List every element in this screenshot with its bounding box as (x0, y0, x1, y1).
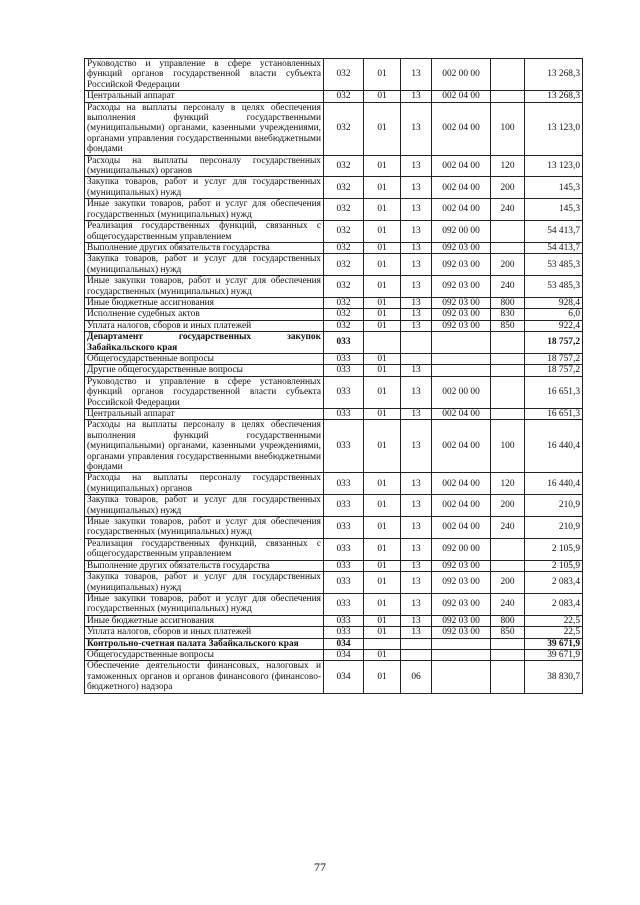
row-amount: 39 671,9 (525, 638, 583, 649)
row-target-article-code: 092 03 00 (432, 593, 491, 615)
row-subsection-code: 13 (401, 365, 432, 376)
row-section-code: 01 (364, 91, 401, 102)
row-subsection-code: 13 (401, 627, 432, 638)
row-target-article-code: 092 03 00 (432, 615, 491, 626)
row-expense-type-code (491, 91, 525, 102)
table-row (85, 376, 583, 408)
row-subsection-code: 13 (401, 221, 432, 243)
row-expense-type-code: 830 (491, 309, 525, 320)
row-target-article-code: 092 00 00 (432, 538, 491, 560)
row-subsection-code: 13 (401, 309, 432, 320)
row-admin-code: 032 (324, 155, 364, 177)
row-target-article-code: 092 00 00 (432, 221, 491, 243)
row-expense-type-code: 800 (491, 297, 525, 308)
row-amount: 54 413,7 (525, 221, 583, 243)
row-admin-code: 034 (324, 638, 364, 649)
row-target-article-code: 092 03 00 (432, 560, 491, 571)
row-target-article-code: 002 04 00 (432, 420, 491, 473)
row-target-article-code (432, 638, 491, 649)
row-section-code: 01 (364, 309, 401, 320)
row-admin-code: 033 (324, 495, 364, 517)
row-admin-code: 032 (324, 221, 364, 243)
row-subsection-code: 13 (401, 91, 432, 102)
row-name: Уплата налогов, сборов и иных платежей (85, 627, 324, 638)
row-target-article-code: 002 04 00 (432, 102, 491, 155)
row-subsection-code: 13 (401, 320, 432, 331)
row-subsection-code (401, 638, 432, 649)
row-section-code: 01 (364, 353, 401, 364)
row-target-article-code: 092 03 00 (432, 254, 491, 276)
table-row (85, 661, 583, 693)
table-row (85, 91, 583, 102)
row-subsection-code: 13 (401, 276, 432, 298)
row-amount: 922,4 (525, 320, 583, 331)
row-admin-code: 033 (324, 353, 364, 364)
table-row (85, 538, 583, 560)
row-subsection-code (401, 649, 432, 660)
row-name: Иные закупки товаров, работ и услуг для обеспечения государственных (муниципальных) нужд (85, 199, 324, 221)
row-admin-code: 033 (324, 627, 364, 638)
row-expense-type-code: 240 (491, 517, 525, 539)
row-name: Расходы на выплаты персоналу государственных (муниципальных) органов (85, 155, 324, 177)
row-amount: 2 105,9 (525, 538, 583, 560)
row-amount: 18 757,2 (525, 332, 583, 354)
row-amount: 16 440,4 (525, 473, 583, 495)
row-section-code: 01 (364, 517, 401, 539)
row-amount: 2 083,4 (525, 593, 583, 615)
row-section-code: 01 (364, 615, 401, 626)
table-row (85, 242, 583, 253)
row-section-code: 01 (364, 254, 401, 276)
row-expense-type-code: 200 (491, 177, 525, 199)
row-target-article-code: 002 04 00 (432, 199, 491, 221)
row-subsection-code: 13 (401, 473, 432, 495)
row-name: Центральный аппарат (85, 91, 324, 102)
row-section-code: 01 (364, 376, 401, 408)
row-subsection-code: 13 (401, 297, 432, 308)
row-target-article-code: 092 03 00 (432, 276, 491, 298)
table-row (85, 177, 583, 199)
row-section-code: 01 (364, 320, 401, 331)
row-expense-type-code (491, 560, 525, 571)
table-row (85, 409, 583, 420)
row-section-code: 01 (364, 572, 401, 594)
table-row (85, 572, 583, 594)
row-section-code: 01 (364, 155, 401, 177)
row-admin-code: 033 (324, 517, 364, 539)
row-expense-type-code (491, 59, 525, 91)
row-admin-code: 034 (324, 661, 364, 693)
row-expense-type-code (491, 538, 525, 560)
row-name: Реализация государственных функций, связанных с общегосударственным управлением (85, 221, 324, 243)
row-subsection-code: 13 (401, 155, 432, 177)
row-subsection-code: 13 (401, 254, 432, 276)
row-name: Иные бюджетные ассигнования (85, 297, 324, 308)
table-row (85, 199, 583, 221)
row-name: Департамент государственных закупок Забайкальского края (85, 332, 324, 354)
row-admin-code: 032 (324, 309, 364, 320)
row-amount: 22,5 (525, 627, 583, 638)
row-amount: 13 268,3 (525, 91, 583, 102)
row-amount: 54 413,7 (525, 242, 583, 253)
row-section-code: 01 (364, 102, 401, 155)
row-expense-type-code: 100 (491, 102, 525, 155)
row-section-code: 01 (364, 199, 401, 221)
row-section-code (364, 638, 401, 649)
row-name: Реализация государственных функций, связанных с общегосударственным управлением (85, 538, 324, 560)
row-amount: 38 830,7 (525, 661, 583, 693)
row-subsection-code: 13 (401, 420, 432, 473)
budget-table-body (85, 59, 583, 694)
row-name: Закупка товаров, работ и услуг для государственных (муниципальных) нужд (85, 572, 324, 594)
row-target-article-code (432, 353, 491, 364)
row-name: Другие общегосударственные вопросы (85, 365, 324, 376)
table-row (85, 59, 583, 91)
row-admin-code: 032 (324, 297, 364, 308)
row-expense-type-code (491, 638, 525, 649)
row-target-article-code: 092 03 00 (432, 627, 491, 638)
table-row (85, 495, 583, 517)
row-section-code: 01 (364, 473, 401, 495)
row-section-code: 01 (364, 495, 401, 517)
row-target-article-code: 002 04 00 (432, 517, 491, 539)
row-amount: 210,9 (525, 495, 583, 517)
row-section-code: 01 (364, 560, 401, 571)
row-name: Уплата налогов, сборов и иных платежей (85, 320, 324, 331)
row-target-article-code: 002 00 00 (432, 59, 491, 91)
row-target-article-code: 092 03 00 (432, 320, 491, 331)
row-subsection-code: 13 (401, 495, 432, 517)
row-target-article-code: 002 04 00 (432, 155, 491, 177)
row-admin-code: 032 (324, 254, 364, 276)
row-amount: 53 485,3 (525, 254, 583, 276)
table-row (85, 517, 583, 539)
row-target-article-code (432, 332, 491, 354)
row-section-code: 01 (364, 409, 401, 420)
row-name: Руководство и управление в сфере установленных функций органов государственной власти субъекта Российской Федерации (85, 59, 324, 91)
row-section-code: 01 (364, 177, 401, 199)
row-name: Иные закупки товаров, работ и услуг для обеспечения государственных (муниципальных) нужд (85, 276, 324, 298)
row-name: Исполнение судебных актов (85, 309, 324, 320)
row-subsection-code (401, 332, 432, 354)
row-section-code: 01 (364, 297, 401, 308)
row-name: Иные закупки товаров, работ и услуг для обеспечения государственных (муниципальных) нужд (85, 517, 324, 539)
row-subsection-code: 13 (401, 102, 432, 155)
row-name: Закупка товаров, работ и услуг для государственных (муниципальных) нужд (85, 495, 324, 517)
table-row (85, 638, 583, 649)
row-subsection-code: 13 (401, 560, 432, 571)
row-amount: 39 671,9 (525, 649, 583, 660)
row-subsection-code: 13 (401, 376, 432, 408)
row-amount: 18 757,2 (525, 365, 583, 376)
row-expense-type-code (491, 242, 525, 253)
row-amount: 145,3 (525, 177, 583, 199)
row-section-code: 01 (364, 221, 401, 243)
row-subsection-code: 13 (401, 177, 432, 199)
row-admin-code: 032 (324, 91, 364, 102)
row-target-article-code: 002 04 00 (432, 409, 491, 420)
row-section-code: 01 (364, 59, 401, 91)
row-expense-type-code: 120 (491, 155, 525, 177)
row-amount: 928,4 (525, 297, 583, 308)
row-target-article-code: 092 03 00 (432, 309, 491, 320)
row-target-article-code: 002 04 00 (432, 177, 491, 199)
row-amount: 22,5 (525, 615, 583, 626)
row-expense-type-code: 200 (491, 572, 525, 594)
row-subsection-code: 13 (401, 59, 432, 91)
row-subsection-code: 13 (401, 409, 432, 420)
row-subsection-code: 13 (401, 242, 432, 253)
row-name: Контрольно-счетная палата Забайкальского края (85, 638, 324, 649)
row-admin-code: 033 (324, 572, 364, 594)
row-name: Иные закупки товаров, работ и услуг для обеспечения государственных (муниципальных) нужд (85, 593, 324, 615)
row-amount: 6,0 (525, 309, 583, 320)
row-amount: 16 651,3 (525, 376, 583, 408)
budget-table (84, 58, 583, 694)
table-row (85, 615, 583, 626)
row-name: Центральный аппарат (85, 409, 324, 420)
row-admin-code: 033 (324, 593, 364, 615)
table-row (85, 560, 583, 571)
row-section-code: 01 (364, 365, 401, 376)
row-admin-code: 033 (324, 560, 364, 571)
row-target-article-code: 002 00 00 (432, 376, 491, 408)
row-section-code: 01 (364, 661, 401, 693)
row-amount: 210,9 (525, 517, 583, 539)
table-row (85, 320, 583, 331)
row-admin-code: 032 (324, 177, 364, 199)
row-target-article-code: 002 04 00 (432, 91, 491, 102)
table-row (85, 254, 583, 276)
row-amount: 53 485,3 (525, 276, 583, 298)
row-admin-code: 033 (324, 365, 364, 376)
table-row (85, 365, 583, 376)
row-target-article-code: 092 03 00 (432, 297, 491, 308)
table-row (85, 309, 583, 320)
row-section-code: 01 (364, 627, 401, 638)
row-target-article-code: 092 03 00 (432, 572, 491, 594)
row-subsection-code: 13 (401, 538, 432, 560)
table-row (85, 102, 583, 155)
row-target-article-code (432, 649, 491, 660)
row-subsection-code: 13 (401, 199, 432, 221)
row-expense-type-code: 240 (491, 593, 525, 615)
row-name: Выполнение других обязательств государства (85, 242, 324, 253)
row-name: Общегосударственные вопросы (85, 353, 324, 364)
row-amount: 2 083,4 (525, 572, 583, 594)
row-name: Руководство и управление в сфере установленных функций органов государственной власти субъекта Российской Федерации (85, 376, 324, 408)
row-name: Общегосударственные вопросы (85, 649, 324, 660)
table-row (85, 353, 583, 364)
row-expense-type-code (491, 661, 525, 693)
row-target-article-code (432, 661, 491, 693)
table-row (85, 276, 583, 298)
row-section-code: 01 (364, 242, 401, 253)
row-name: Расходы на выплаты персоналу в целях обеспечения выполнения функций государственными (муниципальными) органами, казенными учреждениями, органами управления государственными внебюджетными фондами (85, 102, 324, 155)
row-admin-code: 033 (324, 538, 364, 560)
row-expense-type-code (491, 409, 525, 420)
row-amount: 16 440,4 (525, 420, 583, 473)
row-amount: 18 757,2 (525, 353, 583, 364)
row-amount: 13 123,0 (525, 102, 583, 155)
row-expense-type-code: 200 (491, 495, 525, 517)
table-row (85, 627, 583, 638)
row-subsection-code: 13 (401, 615, 432, 626)
row-target-article-code: 092 03 00 (432, 242, 491, 253)
row-subsection-code: 13 (401, 517, 432, 539)
row-admin-code: 033 (324, 409, 364, 420)
row-subsection-code: 13 (401, 593, 432, 615)
row-section-code: 01 (364, 420, 401, 473)
row-expense-type-code (491, 332, 525, 354)
row-admin-code: 032 (324, 320, 364, 331)
row-expense-type-code: 200 (491, 254, 525, 276)
table-row (85, 420, 583, 473)
row-section-code: 01 (364, 276, 401, 298)
row-subsection-code: 06 (401, 661, 432, 693)
table-row (85, 297, 583, 308)
table-row (85, 332, 583, 354)
row-expense-type-code (491, 649, 525, 660)
row-expense-type-code: 850 (491, 627, 525, 638)
row-admin-code: 032 (324, 276, 364, 298)
table-row (85, 221, 583, 243)
row-name: Обеспечение деятельности финансовых, налоговых и таможенных органов и органов финансового (финансово-бюджетного) надзора (85, 661, 324, 693)
row-amount: 2 105,9 (525, 560, 583, 571)
row-name: Закупка товаров, работ и услуг для государственных (муниципальных) нужд (85, 177, 324, 199)
row-amount: 16 651,3 (525, 409, 583, 420)
row-admin-code: 032 (324, 59, 364, 91)
row-admin-code: 032 (324, 102, 364, 155)
row-admin-code: 033 (324, 420, 364, 473)
row-expense-type-code: 100 (491, 420, 525, 473)
row-name: Закупка товаров, работ и услуг для государственных (муниципальных) нужд (85, 254, 324, 276)
row-expense-type-code: 120 (491, 473, 525, 495)
row-section-code: 01 (364, 538, 401, 560)
row-name: Расходы на выплаты персоналу государственных (муниципальных) органов (85, 473, 324, 495)
row-expense-type-code: 800 (491, 615, 525, 626)
row-section-code (364, 332, 401, 354)
row-admin-code: 033 (324, 615, 364, 626)
row-admin-code: 033 (324, 332, 364, 354)
row-admin-code: 034 (324, 649, 364, 660)
table-row (85, 593, 583, 615)
table-row (85, 155, 583, 177)
row-target-article-code (432, 365, 491, 376)
row-target-article-code: 002 04 00 (432, 473, 491, 495)
row-expense-type-code (491, 221, 525, 243)
row-target-article-code: 002 04 00 (432, 495, 491, 517)
row-amount: 145,3 (525, 199, 583, 221)
row-expense-type-code (491, 365, 525, 376)
row-subsection-code: 13 (401, 572, 432, 594)
row-section-code: 01 (364, 649, 401, 660)
row-amount: 13 268,3 (525, 59, 583, 91)
row-name: Расходы на выплаты персоналу в целях обеспечения выполнения функций государственными (муниципальными) органами, казенными учреждениями, органами управления государственными внебюджетными фондами (85, 420, 324, 473)
row-subsection-code (401, 353, 432, 364)
row-section-code: 01 (364, 593, 401, 615)
table-row (85, 649, 583, 660)
row-name: Выполнение других обязательств государства (85, 560, 324, 571)
page-number: 77 (314, 860, 326, 874)
row-expense-type-code: 240 (491, 276, 525, 298)
row-expense-type-code: 850 (491, 320, 525, 331)
row-admin-code: 032 (324, 242, 364, 253)
table-row (85, 473, 583, 495)
row-admin-code: 032 (324, 199, 364, 221)
row-expense-type-code: 240 (491, 199, 525, 221)
row-name: Иные бюджетные ассигнования (85, 615, 324, 626)
row-expense-type-code (491, 353, 525, 364)
row-admin-code: 033 (324, 376, 364, 408)
row-amount: 13 123,0 (525, 155, 583, 177)
row-expense-type-code (491, 376, 525, 408)
row-admin-code: 033 (324, 473, 364, 495)
